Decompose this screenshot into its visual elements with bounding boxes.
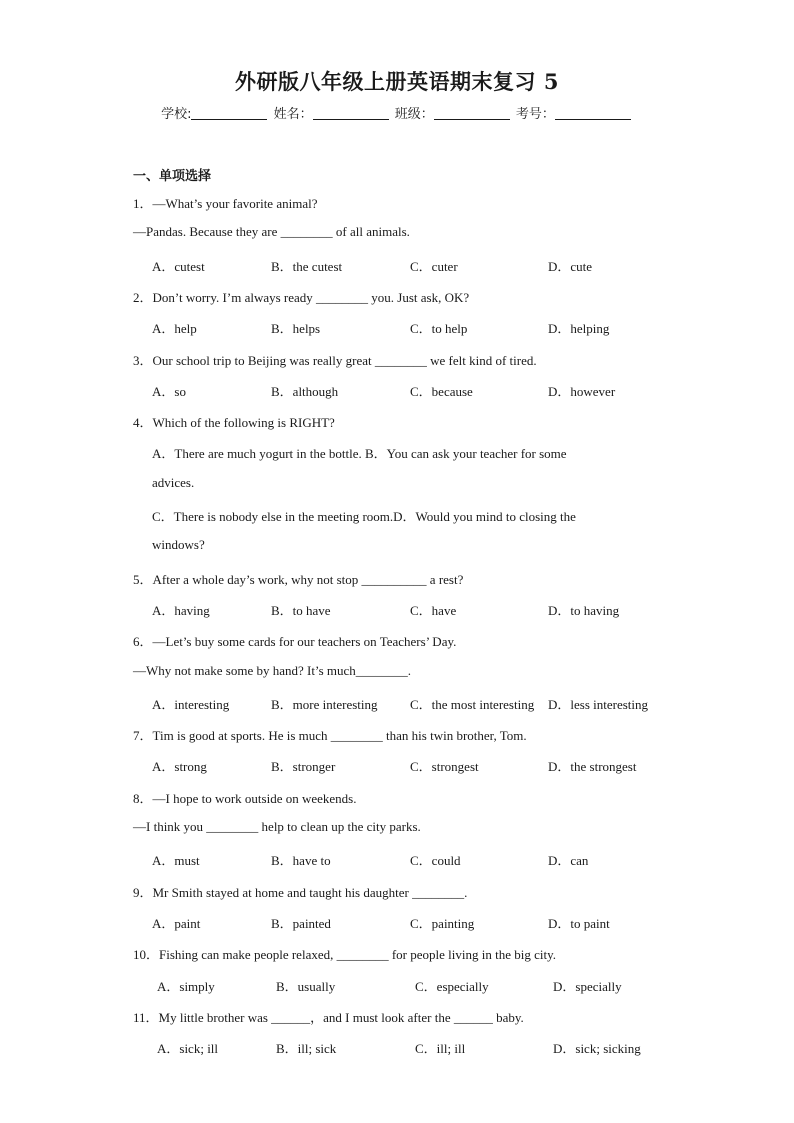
option-a[interactable]: A．strong <box>152 759 207 775</box>
option-b[interactable]: B．have to <box>271 853 331 869</box>
option-c[interactable]: C．the most interesting <box>410 696 535 712</box>
option-b[interactable]: B．ill; sick <box>276 1041 337 1057</box>
option-d[interactable]: D．cute <box>548 258 593 274</box>
option-d[interactable]: D．sick; sicking <box>553 1041 641 1057</box>
question-dialogue-line: —Pandas. Because they are ________ of all animals. <box>133 224 410 240</box>
option-b[interactable]: B．helps <box>271 321 321 337</box>
option-d[interactable]: D．to paint <box>548 915 610 931</box>
option-text-line: windows? <box>152 537 205 553</box>
option-a[interactable]: A．cutest <box>152 258 205 274</box>
question-stem: 4．Which of the following is RIGHT? <box>133 415 335 431</box>
question-stem: 2．Don’t worry. I’m always ready ________ you. Just ask, OK? <box>133 289 470 305</box>
student-info-line <box>0 103 794 122</box>
option-text-line: C．There is nobody else in the meeting room.D．Would you mind to closing the <box>152 509 576 524</box>
name-blank <box>313 106 389 120</box>
option-b[interactable]: B．more interesting <box>271 696 378 712</box>
question-dialogue-line: —I think you ________ help to clean up the city parks. <box>133 819 421 834</box>
option-text-line: advices. <box>152 474 195 490</box>
question-stem: 7．Tim is good at sports. He is much ________ than his twin brother, Tom. <box>133 728 527 744</box>
question-stem: 5．After a whole day’s work, why not stop __________ a rest? <box>133 571 464 587</box>
option-c[interactable]: C．ill; ill <box>415 1041 466 1057</box>
option-d[interactable]: D．however <box>548 383 616 399</box>
option-a[interactable]: A．simply <box>157 978 215 994</box>
option-a[interactable]: A．so <box>152 383 186 399</box>
option-text-line: A．There are much yogurt in the bottle. B．You can ask your teacher for some <box>152 446 567 462</box>
option-d[interactable]: D．to having <box>548 602 620 618</box>
option-d[interactable]: D．specially <box>553 978 622 994</box>
option-d[interactable]: D．less interesting <box>548 696 649 712</box>
option-a[interactable]: A．help <box>152 321 197 337</box>
question-stem: 10．Fishing can make people relaxed, ________ for people living in the big city. <box>133 947 557 963</box>
name-label: 姓名： <box>273 107 313 122</box>
option-b[interactable]: B．stronger <box>271 759 336 775</box>
class-label: 班级： <box>394 107 434 122</box>
question-stem: 6．—Let’s buy some cards for our teachers on Teachers’ Day. <box>133 634 457 650</box>
option-b[interactable]: B．to have <box>271 602 331 618</box>
option-c[interactable]: C．to help <box>410 321 468 337</box>
option-c[interactable]: C．especially <box>415 978 489 994</box>
option-a[interactable]: A．having <box>152 602 210 618</box>
option-c[interactable]: C．cuter <box>410 258 458 274</box>
option-b[interactable]: B．although <box>271 383 339 399</box>
option-b[interactable]: B．usually <box>276 978 336 994</box>
school-blank <box>191 106 267 120</box>
option-c[interactable]: C．could <box>410 853 461 869</box>
exam-number-label: 考号： <box>515 107 555 122</box>
section-heading: 一、单项选择 <box>133 169 212 184</box>
option-c[interactable]: C．because <box>410 383 473 399</box>
option-c[interactable]: C．strongest <box>410 759 479 775</box>
option-a[interactable]: A．paint <box>152 915 201 931</box>
option-a[interactable]: A．sick; ill <box>157 1041 219 1057</box>
option-c[interactable]: C．painting <box>410 915 475 931</box>
question-stem: 3．Our school trip to Beijing was really great ________ we felt kind of tired. <box>133 352 537 368</box>
option-d[interactable]: D．can <box>548 853 589 869</box>
option-a[interactable]: A．interesting <box>152 696 230 712</box>
school-label: 学校: <box>161 107 192 122</box>
question-stem: 1．—What’s your favorite animal? <box>133 196 318 211</box>
option-c[interactable]: C．have <box>410 602 457 618</box>
exam-number-blank <box>555 106 631 120</box>
question-stem: 11．My little brother was ______，and I must look after the ______ baby. <box>133 1009 524 1025</box>
class-blank <box>434 106 510 120</box>
option-b[interactable]: B．painted <box>271 915 331 931</box>
option-a[interactable]: A．must <box>152 853 200 869</box>
question-stem: 8．—I hope to work outside on weekends. <box>133 790 357 806</box>
option-b[interactable]: B．the cutest <box>271 258 343 274</box>
page-title: 外研版八年级上册英语期末复习 5 <box>235 69 559 94</box>
option-d[interactable]: D．the strongest <box>548 759 637 775</box>
option-d[interactable]: D．helping <box>548 321 610 337</box>
question-dialogue-line: —Why not make some by hand? It’s much________. <box>133 662 412 678</box>
question-stem: 9．Mr Smith stayed at home and taught his daughter ________. <box>133 884 468 900</box>
